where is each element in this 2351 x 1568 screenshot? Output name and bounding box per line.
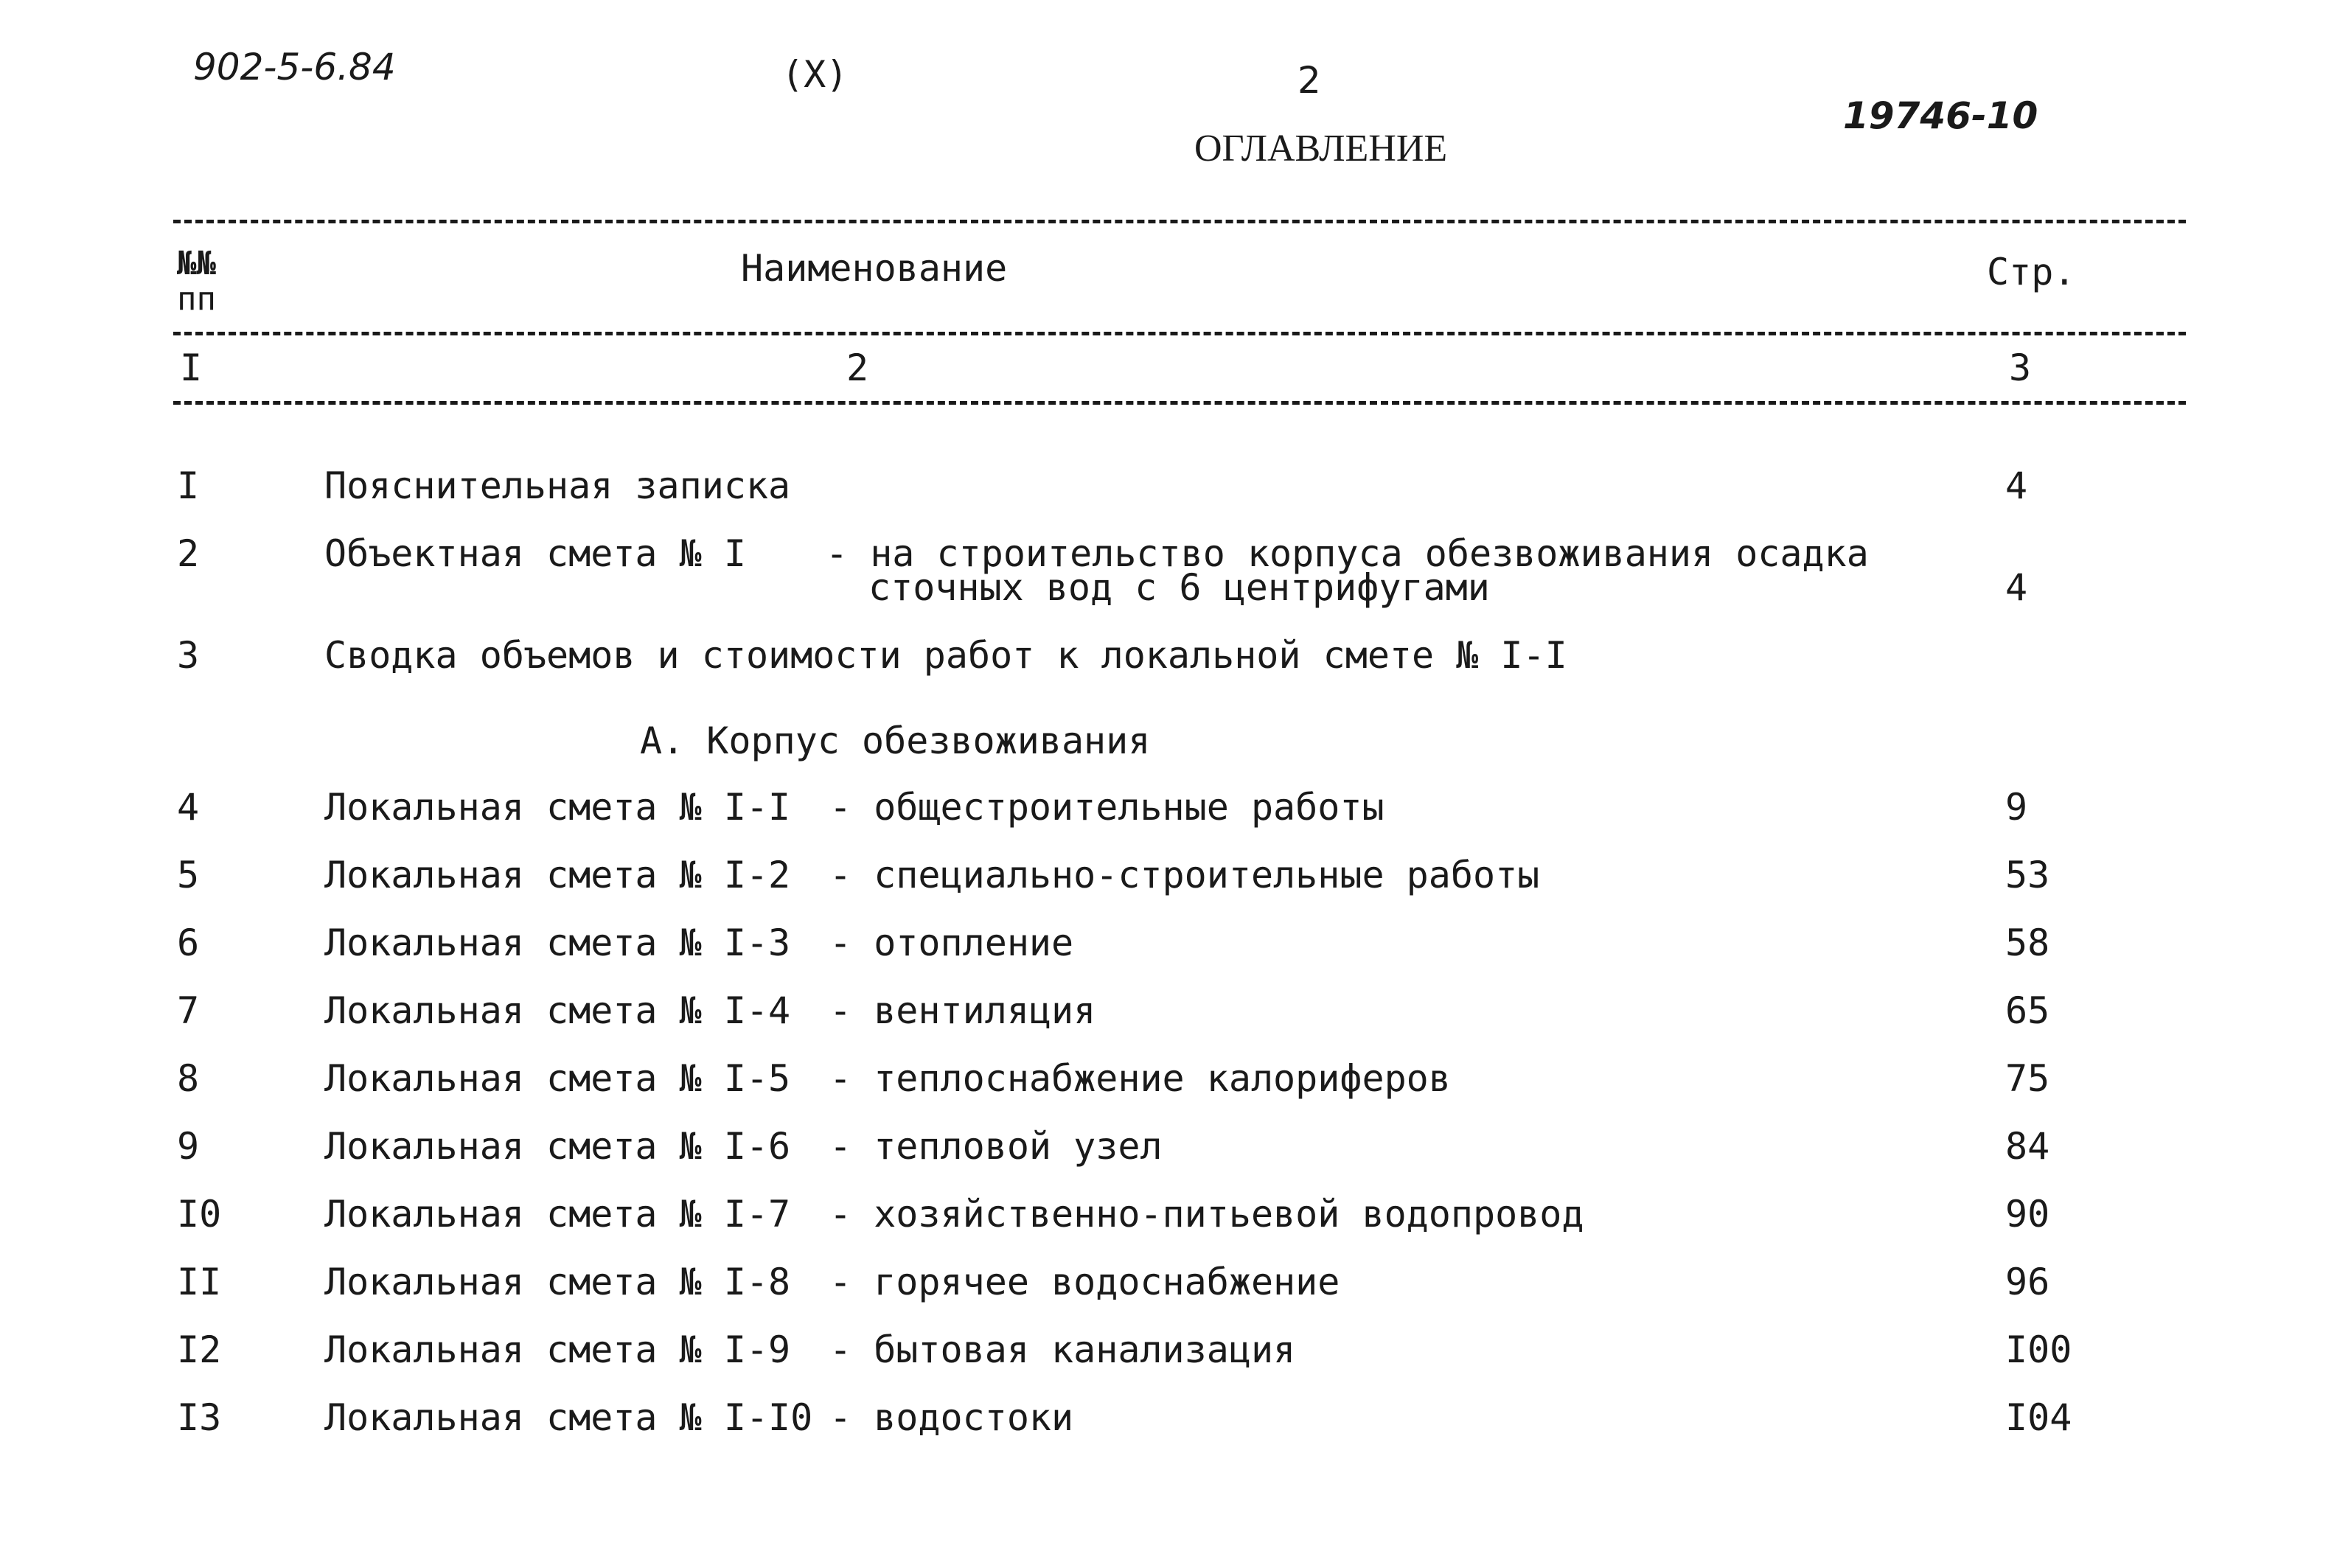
entry-description: - водостоки (829, 1396, 1074, 1439)
entry-title: Локальная смета № I-7 (324, 1193, 791, 1236)
col-page-label: Стр. (1987, 251, 2076, 293)
entry-description: - отопление (829, 921, 1074, 964)
page-title: ОГЛАВЛЕНИЕ (1194, 128, 1448, 170)
list-item (0, 989, 2351, 1034)
entry-title: Локальная смета № I-9 (324, 1328, 791, 1371)
entry-title: Локальная смета № I-5 (324, 1057, 791, 1100)
inventory-number: 19746-10 (1843, 94, 2038, 137)
header-rule-bottom (173, 401, 2186, 405)
entry-number: I (177, 464, 200, 507)
col-num-label: №№ (177, 245, 216, 282)
list-item (0, 1057, 2351, 1101)
col-index-1: I (180, 346, 203, 389)
entry-page: 75 (2005, 1057, 2050, 1100)
entry-number: II (177, 1261, 222, 1303)
entry-description: - хозяйственно-питьевой водопровод (829, 1193, 1584, 1236)
document-code: 902-5-6.84 (193, 46, 396, 88)
list-item (0, 921, 2351, 966)
entry-page: 65 (2005, 989, 2050, 1032)
list-item (0, 1328, 2351, 1373)
entry-number: 2 (177, 532, 200, 575)
entry-description: - на строительство корпуса обезвоживания осадка (826, 532, 1869, 575)
entry-description: - тепловой узел (829, 1125, 1163, 1168)
entry-number: 6 (177, 921, 200, 964)
entry-page: 4 (2005, 566, 2028, 609)
col-num-label-2: пп (177, 280, 216, 318)
col-index-2: 2 (846, 346, 869, 389)
entry-number: I3 (177, 1396, 222, 1439)
entry-description: - бытовая канализация (829, 1328, 1296, 1371)
entry-description: - специально-строительные работы (829, 854, 1540, 896)
entry-number: 3 (177, 634, 200, 677)
entry-page: 9 (2005, 786, 2028, 829)
entry-page: 84 (2005, 1125, 2050, 1168)
col-name-label: Наименование (741, 247, 1008, 290)
entry-title: Локальная смета № I-3 (324, 921, 791, 964)
entry-page: 90 (2005, 1193, 2050, 1236)
entry-description: - общестроительные работы (829, 786, 1385, 829)
entry-title: Сводка объемов и стоимости работ к локальной смете № I-I (324, 634, 1567, 677)
list-item (0, 532, 2351, 621)
header-rule-middle (173, 332, 2186, 335)
list-item (0, 1261, 2351, 1305)
section-heading: А. Корпус обезвоживания (640, 719, 1151, 762)
entry-page: 96 (2005, 1261, 2050, 1303)
entry-number: 9 (177, 1125, 200, 1168)
entry-description: - вентиляция (829, 989, 1096, 1032)
header-rule-top (173, 220, 2186, 223)
entry-title: Локальная смета № I-8 (324, 1261, 791, 1303)
entry-description: - теплоснабжение калориферов (829, 1057, 1451, 1100)
entry-page: 58 (2005, 921, 2050, 964)
entry-number: I2 (177, 1328, 222, 1371)
entry-page: 53 (2005, 854, 2050, 896)
list-item (0, 464, 2351, 509)
page-number: 2 (1298, 59, 1321, 102)
col-index-3: 3 (2009, 346, 2032, 389)
entry-title: Локальная смета № I-I0 (324, 1396, 813, 1439)
entry-title: Локальная смета № I-6 (324, 1125, 791, 1168)
entry-number: 5 (177, 854, 200, 896)
entry-number: 7 (177, 989, 200, 1032)
entry-title: Локальная смета № I-2 (324, 854, 791, 896)
list-item (0, 854, 2351, 898)
entry-number: 8 (177, 1057, 200, 1100)
sheet-mark: (X) (781, 53, 849, 96)
entry-title: Пояснительная записка (324, 464, 791, 507)
list-item (0, 1125, 2351, 1169)
entry-title: Локальная смета № I-4 (324, 989, 791, 1032)
entry-page: 4 (2005, 464, 2028, 507)
entry-number: 4 (177, 786, 200, 829)
entry-description: - горячее водоснабжение (829, 1261, 1340, 1303)
list-item (0, 1193, 2351, 1237)
list-item (0, 1396, 2351, 1440)
entry-title: Объектная смета № I (324, 532, 746, 575)
entry-page: I00 (2005, 1328, 2072, 1371)
entry-description-cont: сточных вод с 6 центрифугами (868, 566, 1490, 609)
list-item (0, 786, 2351, 830)
entry-title: Локальная смета № I-I (324, 786, 791, 829)
entry-page: I04 (2005, 1396, 2072, 1439)
entry-number: I0 (177, 1193, 222, 1236)
list-item (0, 634, 2351, 678)
